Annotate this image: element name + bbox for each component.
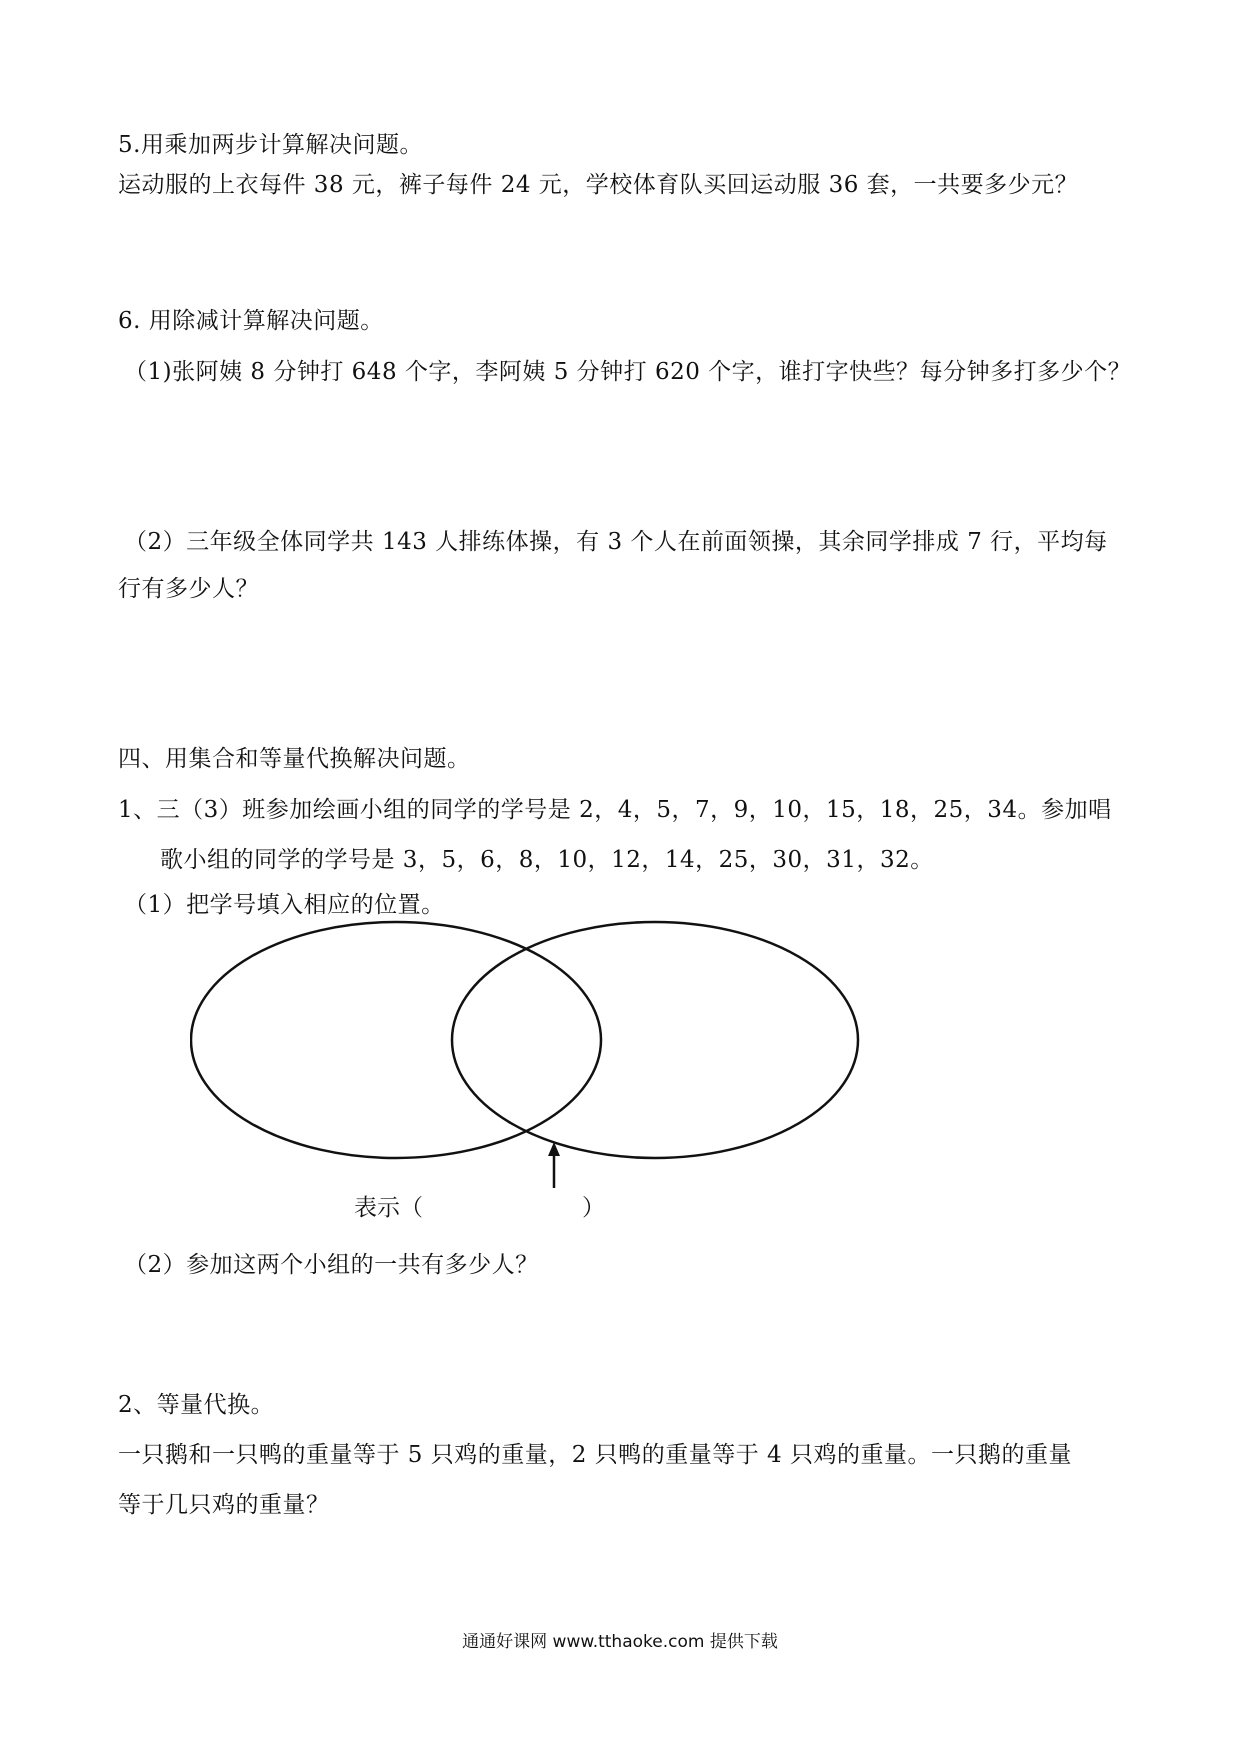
venn-right-ellipse: [452, 922, 858, 1158]
venn-label-right: ）: [582, 1195, 605, 1221]
section-4-question-1-line-2: 歌小组的同学的学号是 3，5，6，8，10，12，14，25，30，31，32。: [160, 847, 934, 873]
section-4-question-2-line-1: 一只鹅和一只鸭的重量等于 5 只鸡的重量，2 只鸭的重量等于 4 只鸡的重量。一只鹅的重量: [118, 1442, 1072, 1468]
section-4-question-1-line-1: 1、三（3）班参加绘画小组的同学的学号是 2，4，5，7，9，10，15，18，25，34。参加唱: [118, 797, 1112, 823]
question-6-title: 6. 用除减计算解决问题。: [118, 308, 384, 334]
question-6-part-2-line-1: （2）三年级全体同学共 143 人排练体操，有 3 个人在前面领操，其余同学排成 7 行，平均每: [124, 529, 1108, 555]
section-4-question-2-line-2: 等于几只鸡的重量？: [118, 1492, 330, 1518]
question-5-text: 运动服的上衣每件 38 元，裤子每件 24 元，学校体育队买回运动服 36 套，一共要多少元？: [118, 172, 1079, 198]
section-4-question-2-title: 2、等量代换。: [118, 1392, 275, 1418]
venn-left-ellipse: [191, 922, 601, 1158]
section-4-question-1-sub-2: （2）参加这两个小组的一共有多少人？: [124, 1252, 539, 1278]
venn-label-left: 表示（: [354, 1195, 423, 1221]
question-6-part-1: （1)张阿姨 8 分钟打 648 个字，李阿姨 5 分钟打 620 个字，谁打字快些？每分钟多打多少个？: [124, 359, 1132, 385]
venn-diagram: [190, 920, 930, 1250]
question-5-title: 5.用乘加两步计算解决问题。: [118, 132, 423, 158]
footer-text: 通通好课网 www.tthaoke.com 提供下载: [462, 1632, 778, 1652]
section-4-question-1-sub-1: （1）把学号填入相应的位置。: [124, 892, 445, 918]
arrow-up-icon: [548, 1142, 560, 1188]
question-6-part-2-line-2: 行有多少人？: [118, 576, 259, 602]
section-4-title: 四、用集合和等量代换解决问题。: [118, 746, 471, 772]
